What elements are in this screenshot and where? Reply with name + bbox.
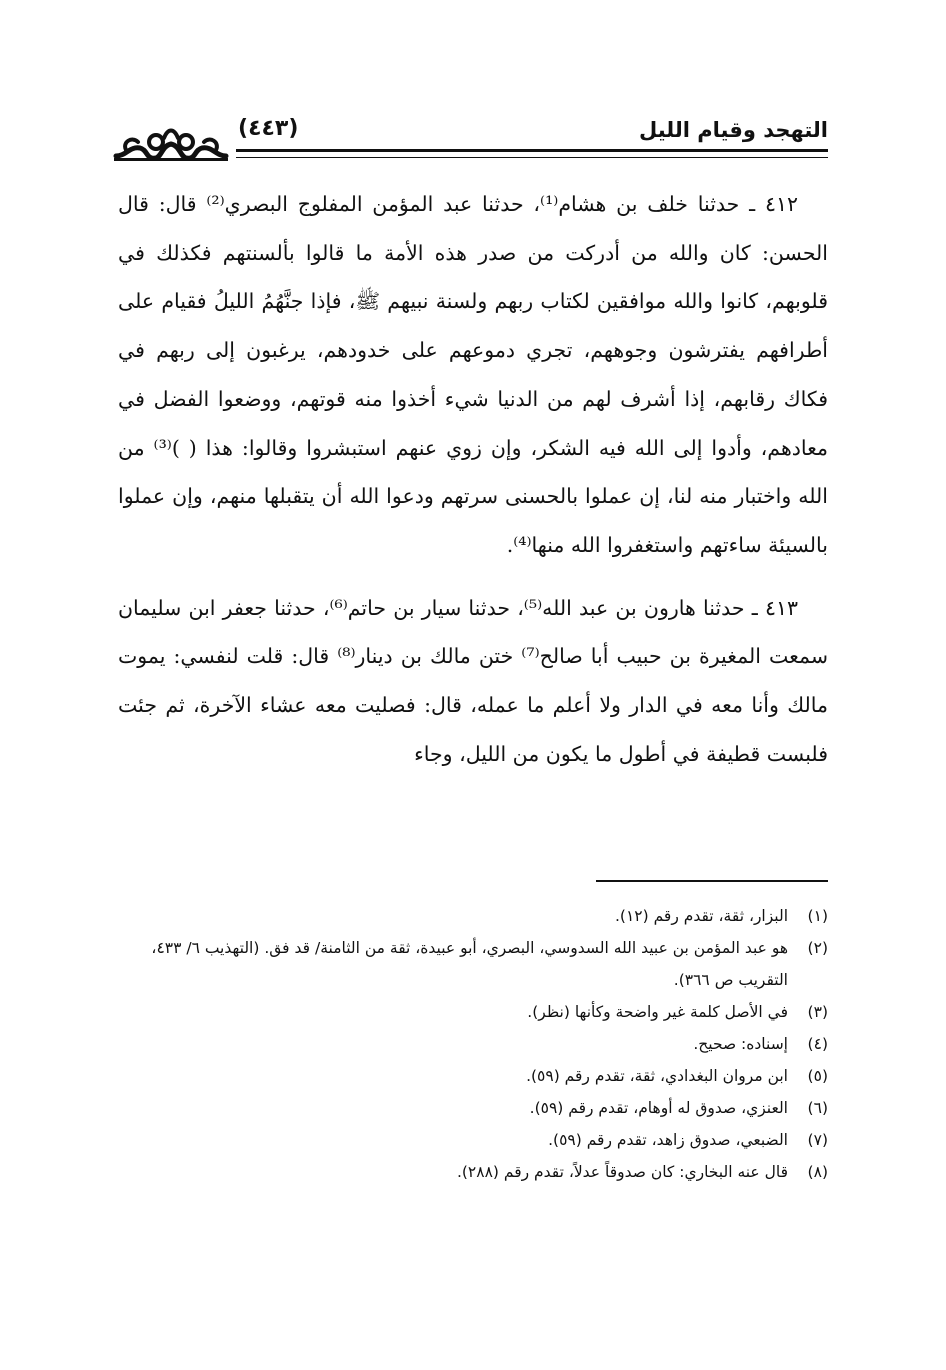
- running-title: التهجد وقيام الليل: [638, 118, 828, 142]
- footnote-2: [118, 932, 828, 996]
- header-rule-thick: [236, 149, 828, 152]
- footnote-number: (٥): [807, 1067, 828, 1085]
- footnote-separator: [596, 880, 828, 882]
- footnote-6: [118, 1092, 828, 1124]
- footnote-number: (٢): [807, 939, 828, 957]
- footnote-number: (٦): [807, 1099, 828, 1117]
- footnote-number: (٤): [807, 1035, 828, 1053]
- footnote-number: (٧): [807, 1131, 828, 1149]
- footnote-5: [118, 1060, 828, 1092]
- footnote-number: (٨): [807, 1163, 828, 1181]
- footnote-4: [118, 1028, 828, 1060]
- footnote-text: ابن مروان البغدادي، ثقة، تقدم رقم (٥٩).: [526, 1067, 788, 1085]
- footnote-text: البزار، ثقة، تقدم رقم (١٢).: [614, 907, 788, 925]
- ornament-icon: [112, 126, 230, 164]
- footnote-number: (١): [807, 907, 828, 925]
- footnote-text: العنزي، صدوق له أوهام، تقدم رقم (٥٩).: [529, 1099, 788, 1117]
- paragraph-412: ٤١٢ ـ حدثنا خلف بن هشام⁽¹⁾، حدثنا عبد المؤمن المفلوج البصري⁽²⁾ قال: قال الحسن: كان والله من أدركت من صدر هذه الأمة ما قالوا بألسنتهم فكذلك في قلوبهم، كانوا والله موافقين لكتاب ربهم ولسنة نبيهم ﷺ، فإذا جنَّهُمُ الليلُ فقيام على أطرافهم يفترشون وجوههم، تجري دموعهم على خدودهم، يرغبون إلى ربهم في فكاك رقابهم، إذا أشرف لهم من الدنيا شيء أخذوا منه قوتهم، ووضعوا الفضل في معادهم، وأدوا إلى الله فيه الشكر، وإن زوي عنهم استبشروا وقالوا: هذا ( )⁽³⁾ من الله واختبار منه لنا، إن عملوا بالحسنى سرتهم ودعوا الله أن يتقبلها منهم، وإن عملوا بالسيئة ساءتهم واستغفروا الله منها⁽⁴⁾.: [118, 192, 828, 557]
- paragraph-413: ٤١٣ ـ حدثنا هارون بن عبد الله⁽⁵⁾، حدثنا سيار بن حاتم⁽⁶⁾، حدثنا جعفر ابن سليمان سمعت المغيرة بن حبيب أبا صالح⁽⁷⁾ ختن مالك بن دينار⁽⁸⁾ قال: قلت لنفسي: يموت مالك وأنا معه في الدار ولا أعلم ما عمله، قال: فصليت معه عشاء الآخرة، ثم جئت فلبست قطيفة في أطول ما يكون من الليل، وجاء: [118, 595, 828, 766]
- footnote-3: [118, 996, 828, 1028]
- header-rule-thin: [236, 157, 828, 158]
- footnote-7: [118, 1124, 828, 1156]
- page-number: (٤٤٣): [238, 116, 299, 141]
- footnote-8: [118, 1156, 828, 1188]
- footnote-1: [118, 900, 828, 932]
- footnote-text: الضبعي، صدوق زاهد، تقدم رقم (٥٩).: [548, 1131, 788, 1149]
- footnote-number: (٣): [807, 1003, 828, 1021]
- footnote-text: هو عبد المؤمن بن عبيد الله السدوسي، البصري، أبو عبيدة، ثقة من الثامنة/ قد فق. (التهذيب ٦/ ٤٣٣، التقريب ص ٣٦٦).: [151, 939, 788, 989]
- footnotes: [118, 900, 828, 1188]
- footnote-text: إسناده: صحيح.: [693, 1035, 788, 1053]
- footnote-text: قال عنه البخاري: كان صدوقاً عدلاً، تقدم رقم (٢٨٨).: [456, 1163, 788, 1181]
- main-text: [118, 180, 828, 778]
- footnote-text: في الأصل كلمة غير واضحة وكأنها (نظر).: [527, 1003, 788, 1021]
